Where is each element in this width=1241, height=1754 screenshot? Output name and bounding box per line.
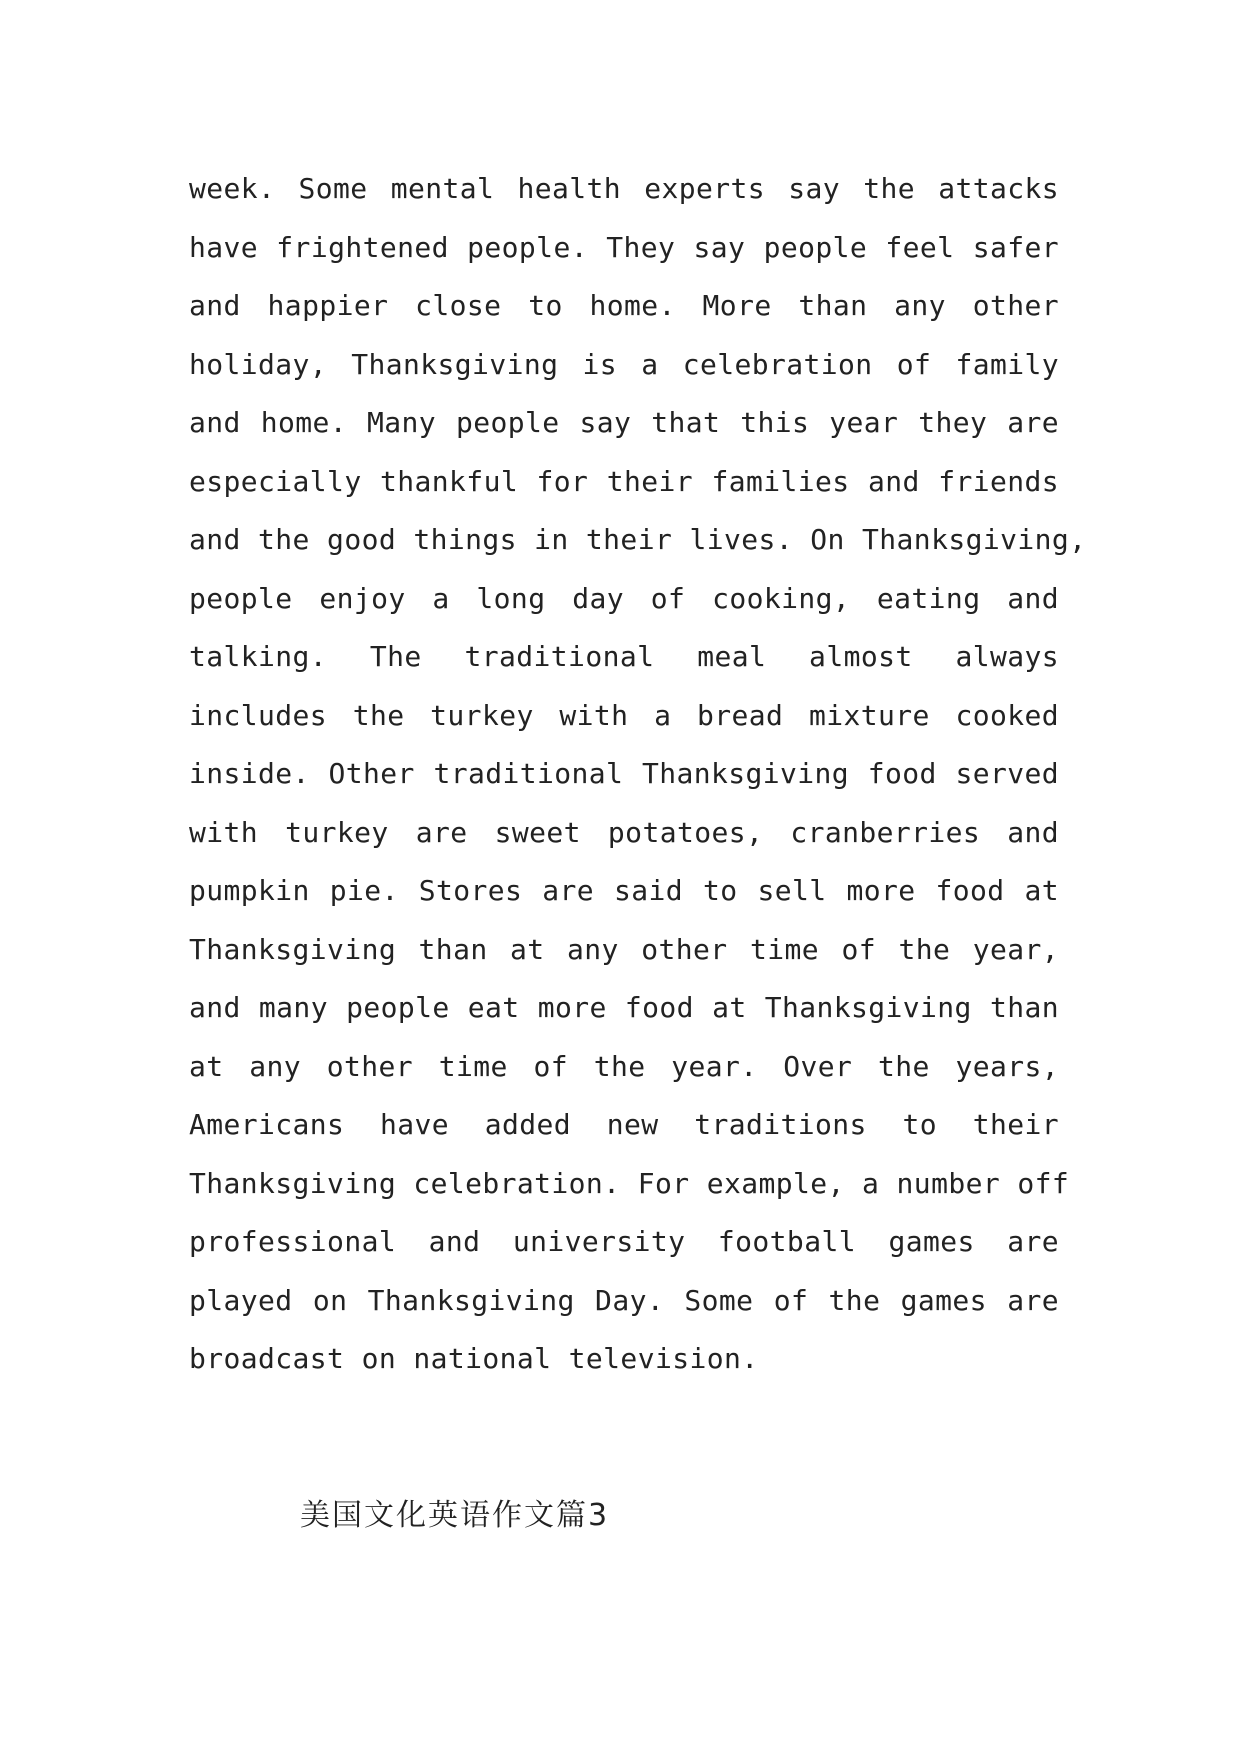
text-line: with turkey are sweet potatoes, cranberries and (189, 815, 1059, 849)
text-line: includes the turkey with a bread mixture cooked (189, 698, 1059, 732)
text-line: and the good things in their lives. On Thanksgiving, (189, 523, 1087, 556)
text-line: broadcast on national television. (189, 1342, 759, 1375)
text-line: played on Thanksgiving Day. Some of the games are (189, 1283, 1059, 1317)
text-line: professional and university football games are (189, 1225, 1059, 1258)
text-line: and many people eat more food at Thanksgiving than (189, 991, 1059, 1024)
text-line: talking. The traditional meal almost always (189, 640, 1059, 673)
text-line: and happier close to home. More than any other (189, 289, 1059, 322)
text-line: have frightened people. They say people feel safer (189, 230, 1059, 264)
body-paragraph (189, 160, 1087, 1389)
text-line: Thanksgiving celebration. For example, a number off (189, 1166, 1070, 1200)
text-line: inside. Other traditional Thanksgiving food served (189, 757, 1059, 790)
text-line: Thanksgiving than at any other time of the year, (189, 932, 1059, 966)
text-line: Americans have added new traditions to their (189, 1108, 1059, 1141)
text-line: people enjoy a long day of cooking, eating and (189, 581, 1059, 615)
text-line: at any other time of the year. Over the years, (189, 1049, 1059, 1083)
text-line: week. Some mental health experts say the attacks (189, 172, 1059, 205)
text-line: holiday, Thanksgiving is a celebration of family (189, 347, 1059, 381)
section-heading: 美国文化英语作文篇3 (300, 1498, 610, 1533)
text-line: pumpkin pie. Stores are said to sell more food at (189, 874, 1059, 907)
text-line: especially thankful for their families and friends (189, 464, 1059, 498)
text-line: and home. Many people say that this year they are (189, 406, 1059, 439)
